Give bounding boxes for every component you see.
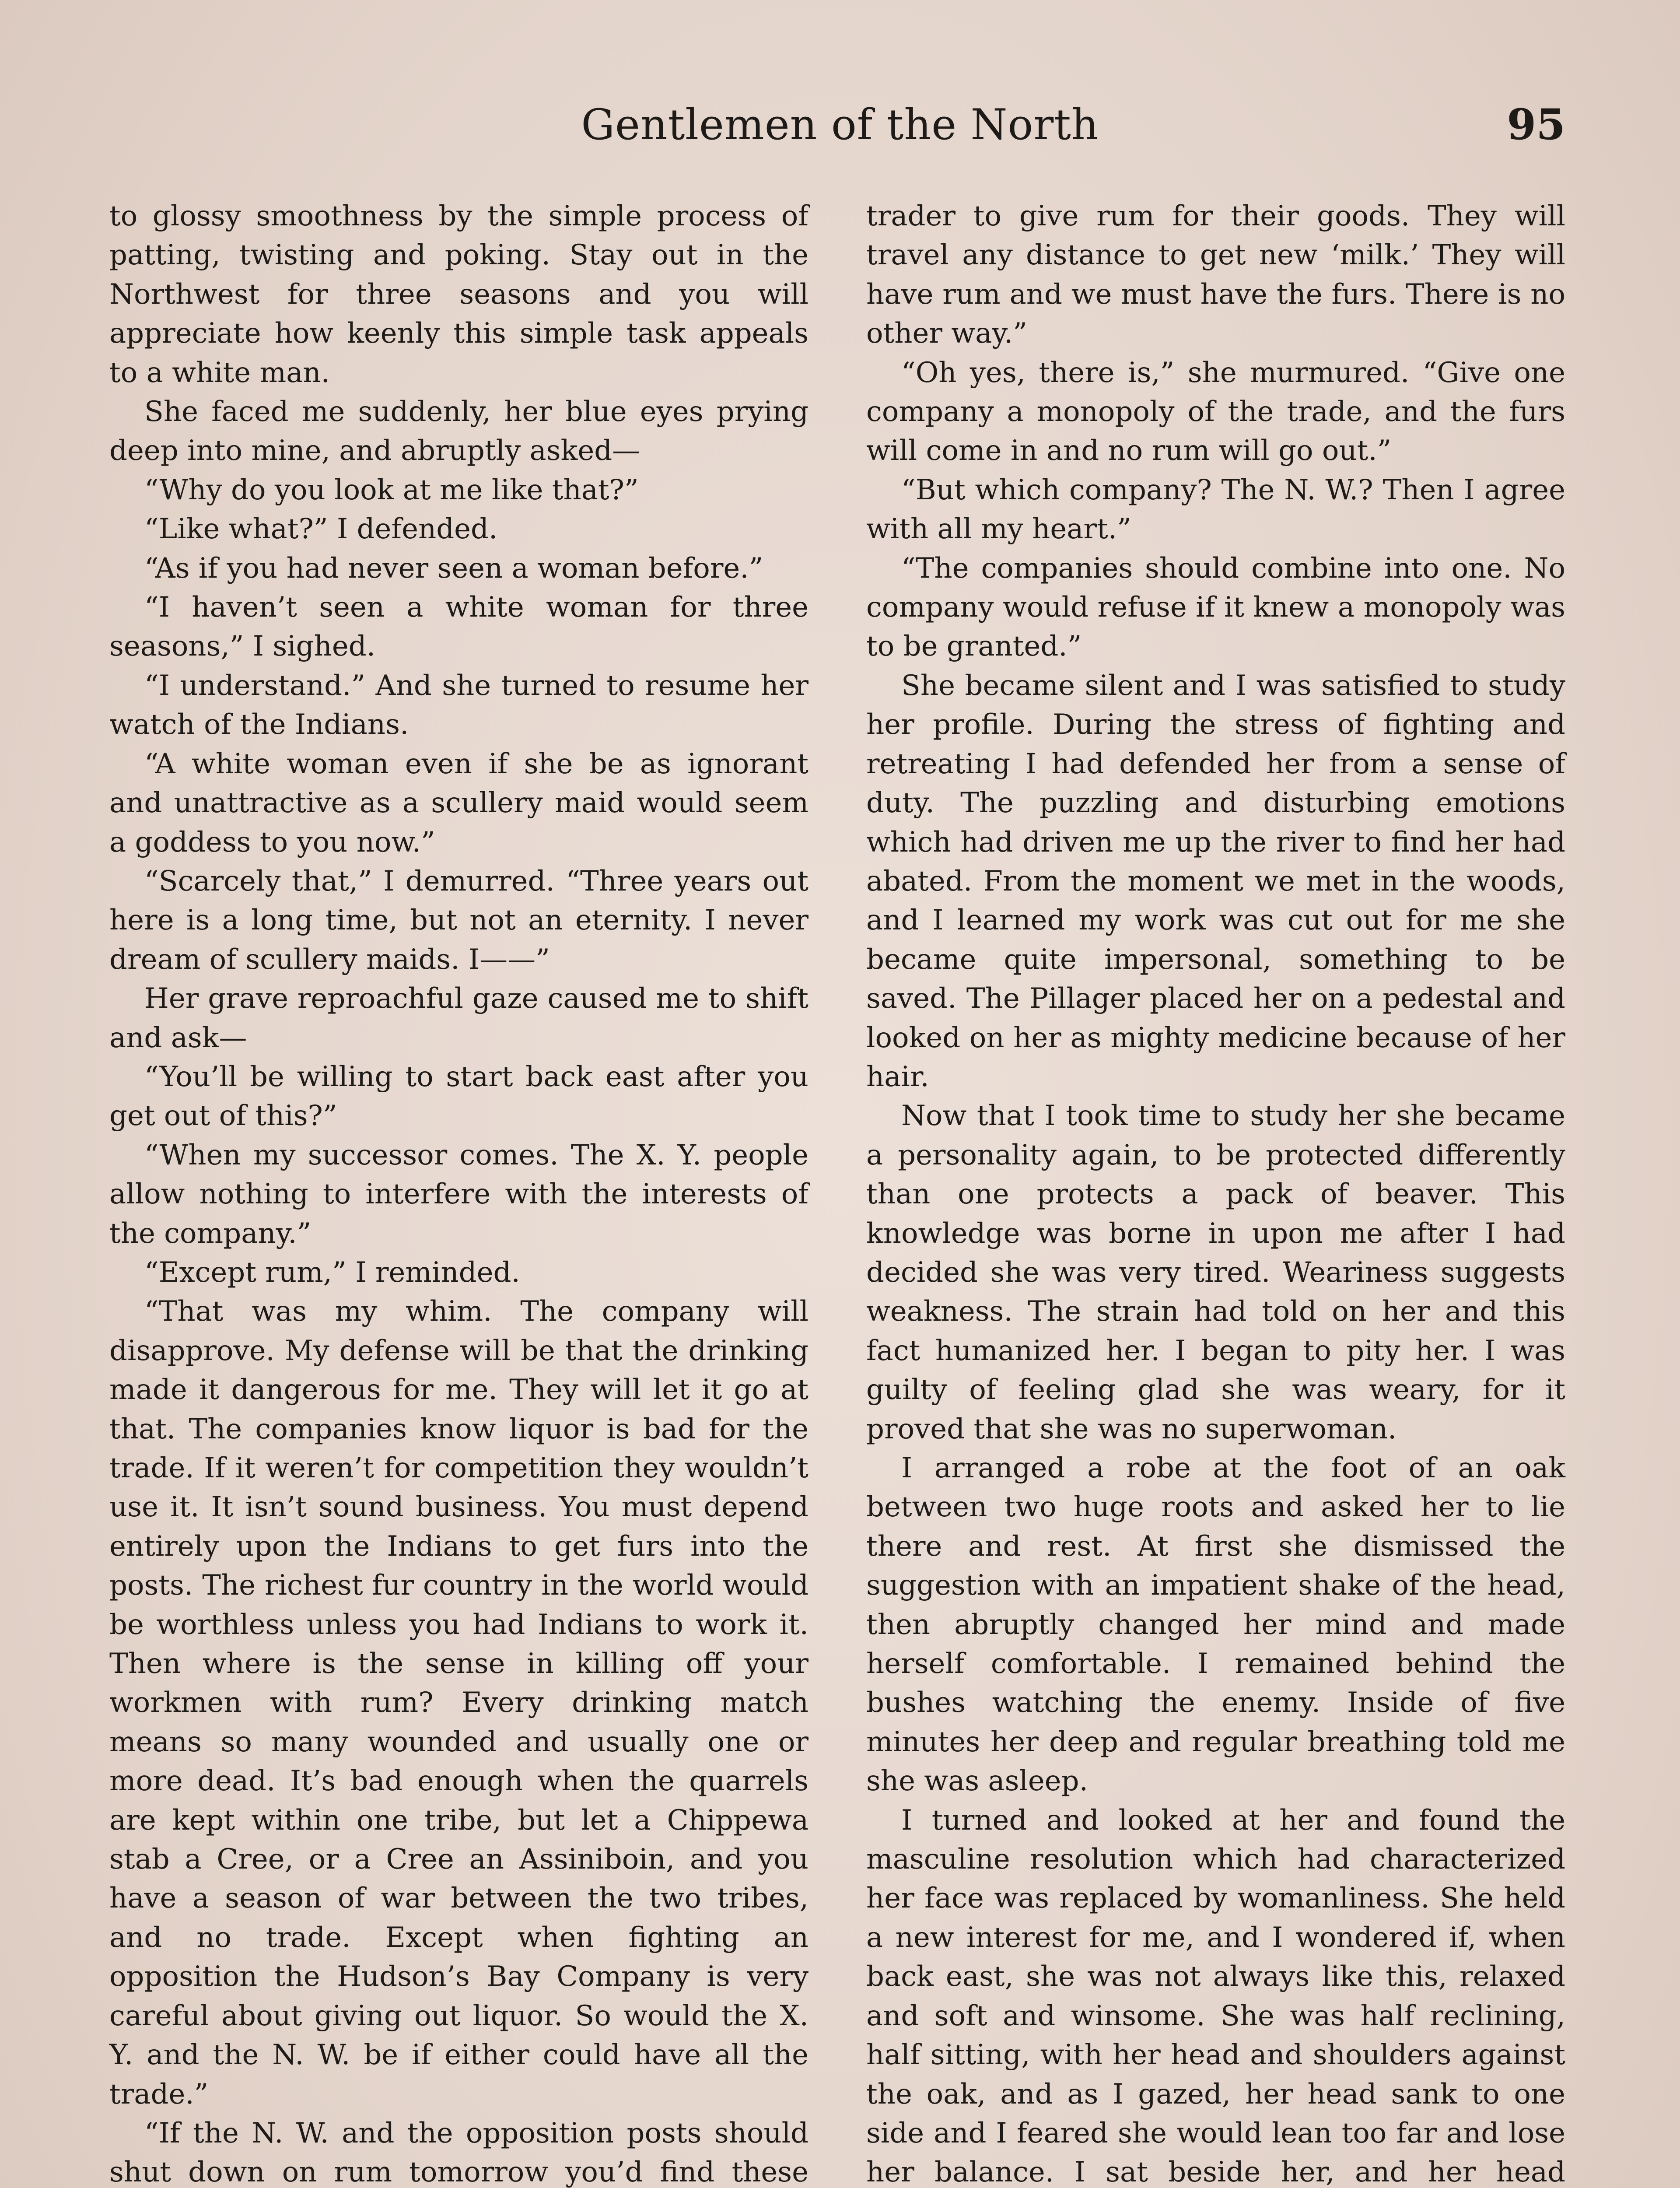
paragraph: “When my successor comes. The X. Y. people allow nothing to interfere with the interests of the company.” (109, 1139, 808, 1250)
paragraph: I turned and looked at her and found the masculine resolution which had characterized her face was replaced by womanliness. She held a new interest for me, and I wondered if, when back east, she was not always like this, relaxed and soft and winsome. She was half reclining, half sitting, with her head and shoulders against the oak, and as I gazed, her head sank to one side and I feared she would lean too far and lose her balance. I sat beside her, and her head (866, 1804, 1565, 2188)
paragraph: She became silent and I was satisfied to study her profile. During the stress of fighting and retreating I had defended her from a sense of duty. The puzzling and disturbing emotions which had driven me up the river to find her had abated. From the moment we met in the woods, and I learned my work was cut out for me she became quite impersonal, something to be saved. The Pillager placed her on a pedestal and looked on her as mighty medicine because of her hair. (866, 669, 1565, 1093)
paragraph: She faced me suddenly, her blue eyes prying deep into mine, and abruptly asked— (109, 396, 808, 467)
paragraph: Her grave reproachful gaze caused me to shift and ask— (109, 982, 808, 1054)
paragraph: “A white woman even if she be as ignorant and unattractive as a scullery maid would seem a goddess to you now.” (109, 747, 808, 859)
page-number: 95 (1507, 100, 1565, 149)
running-title: Gentlemen of the North (581, 100, 1099, 149)
paragraph: I arranged a robe at the foot of an oak between two huge roots and asked her to lie there and rest. At first she dismissed the suggestion with an impatient shake of the head, then abruptly changed her mind and made herself comfortable. I remained behind the bushes watching the enemy. Inside of five minutes her deep and regular breathing told me she was asleep. (866, 1452, 1565, 1798)
text-column-right (866, 197, 1565, 2188)
paragraph: “You’ll be willing to start back east after you get out of this?” (109, 1060, 808, 1133)
paragraph: “As if you had never seen a woman before.” (144, 552, 763, 585)
paragraph: Now that I took time to study her she became a personality again, to be protected differently than one protects a pack of beaver. This knowledge was borne in upon me after I had decided she was very tired. Weariness suggests weakness. The strain had told on her and this fact humanized her. I began to pity her. I was guilty of feeling glad she was weary, for it proved that she was no superwoman. (866, 1100, 1565, 1445)
paragraph: “But which company? The N. W.? Then I agree with all my heart.” (866, 473, 1565, 546)
paragraph: “Scarcely that,” I demurred. “Three years out here is a long time, but not an eternity. I never dream of scullery maids. I——” (109, 865, 808, 976)
paragraph: “Like what?” I defended. (144, 513, 498, 546)
paragraph: trader to give rum for their goods. They will travel any distance to get new ‘milk.’ They will have rum and we must have the furs. There is no other way.” (866, 200, 1565, 350)
paragraph: “If the N. W. and the opposition posts should shut down on rum tomorrow you’d find these (109, 2117, 808, 2188)
paragraph: “That was my whim. The company will disapprove. My defense will be that the drinking made it dangerous for me. They will let it go at that. The companies know liquor is bad for the trade. If it weren’t for competition they wouldn’t use it. It isn’t sound business. You must depend entirely upon the Indians to get furs into the posts. The richest fur country in the world would be worthless unless you had Indians to work it. Then where is the sense in killing off your workmen with rum? Every drinking match means so many wounded and usually one or more dead. It’s bad enough when the quarrels are kept within one tribe, but let a Chippewa stab a Cree, or a Cree an Assiniboin, and you have a season of war between the two tribes, and no trade. Except when fighting an opposition the Hudson’s Bay Company is very careful about giving out liquor. So would the X. Y. and the N. W. be if either could have all the trade.” (109, 1295, 808, 2111)
paragraph: “I haven’t seen a white woman for three seasons,” I sighed. (109, 591, 808, 663)
paragraph: “Oh yes, there is,” she murmured. “Give one company a monopoly of the trade, and the furs will come in and no rum will go out.” (866, 356, 1565, 467)
page-header (0, 94, 1680, 155)
paragraph: “Why do you look at me like that?” (144, 473, 639, 506)
paragraph: “Except rum,” I reminded. (144, 1256, 520, 1289)
paragraph: to glossy smoothness by the simple process of patting, twisting and poking. Stay out in the Northwest for three seasons and you will appreciate how keenly this simple task appeals to a white man. (109, 200, 808, 389)
paragraph: “The companies should combine into one. No company would refuse if it knew a monopoly was to be granted.” (866, 552, 1565, 663)
paragraph: “I understand.” And she turned to resume her watch of the Indians. (109, 669, 808, 741)
text-column-left (109, 197, 808, 2188)
